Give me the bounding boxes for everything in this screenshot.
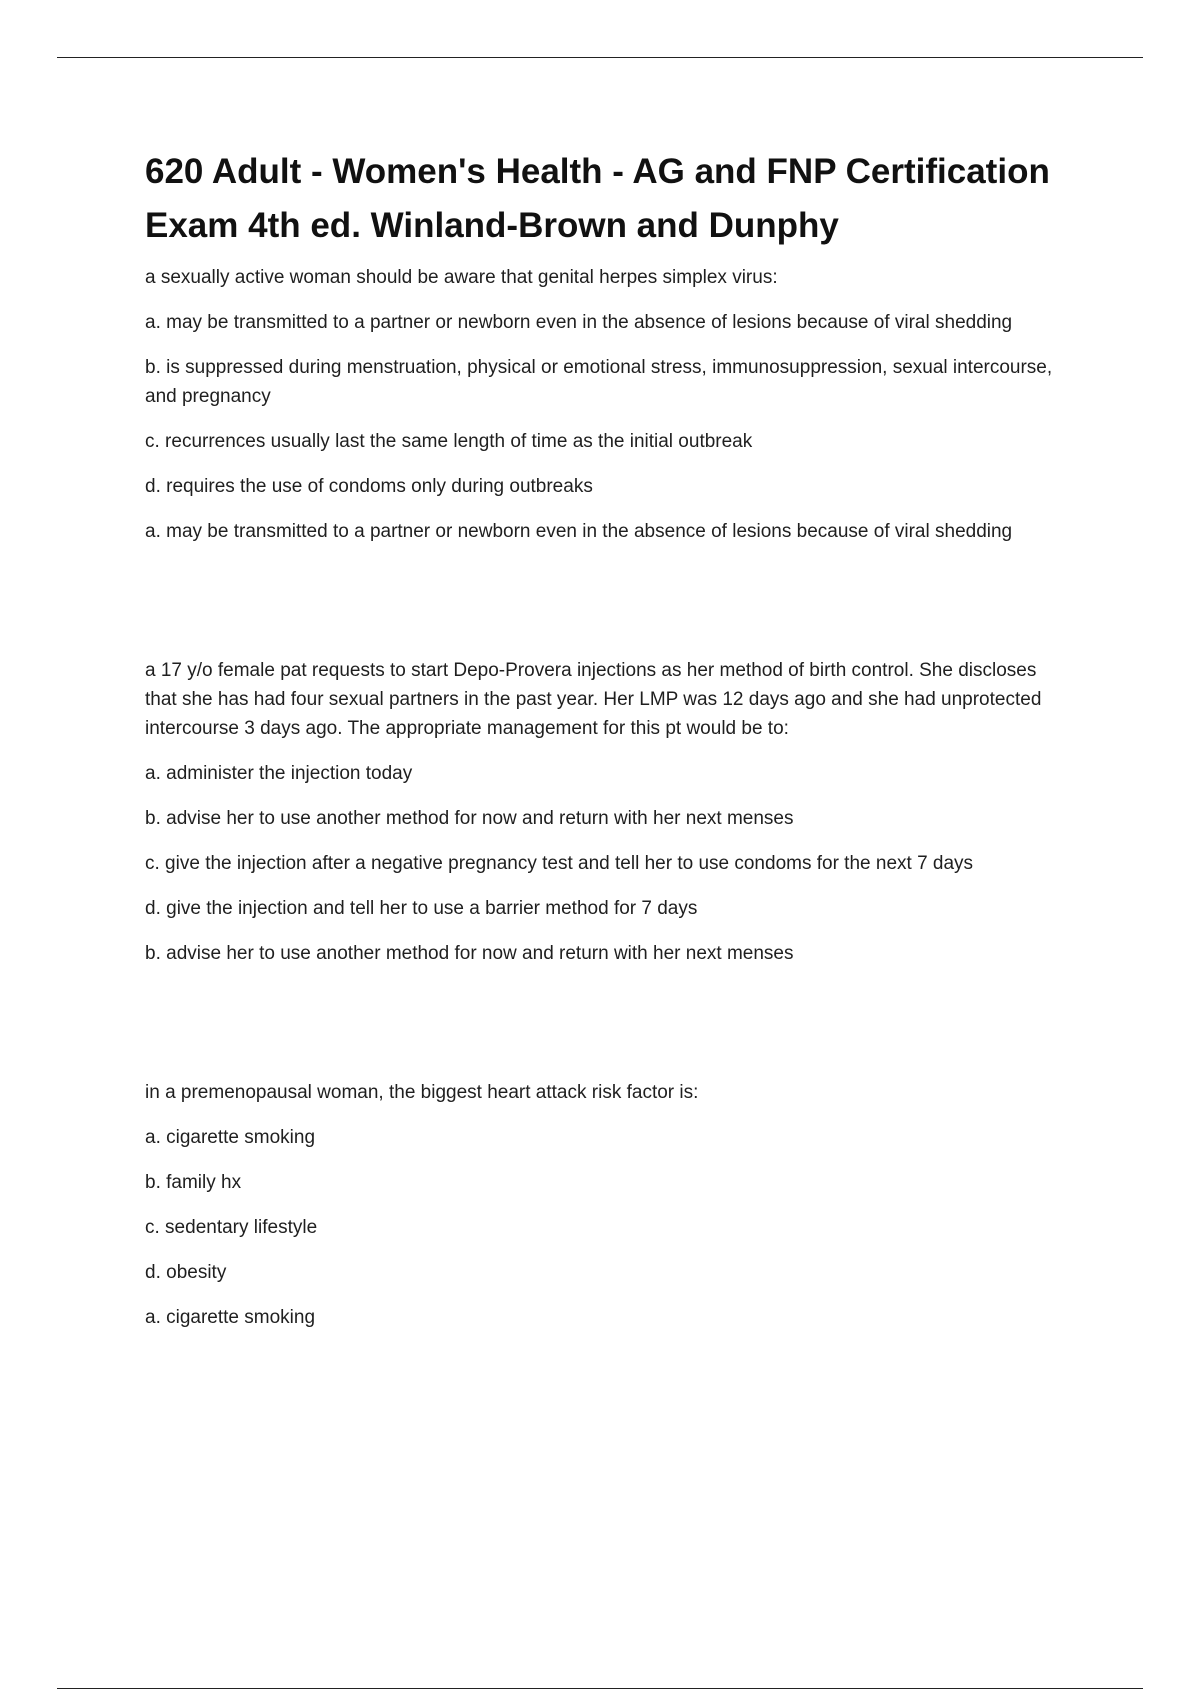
answer-text: a. may be transmitted to a partner or newborn even in the absence of lesions because of viral shedding bbox=[145, 521, 1013, 542]
option-a: a. administer the injection today bbox=[145, 763, 413, 784]
answer-text: a. cigarette smoking bbox=[145, 1307, 316, 1328]
document-title: 620 Adult - Women's Health - AG and FNP Certification Exam 4th ed. Winland-Brown and Dunphy bbox=[145, 152, 1050, 245]
option-c: c. recurrences usually last the same length of time as the initial outbreak bbox=[145, 431, 753, 452]
spacer bbox=[145, 562, 1065, 656]
option-d: d. requires the use of condoms only during outbreaks bbox=[145, 476, 593, 497]
option-a: a. may be transmitted to a partner or newborn even in the absence of lesions because of viral shedding bbox=[145, 312, 1013, 333]
option-d: d. give the injection and tell her to use a barrier method for 7 days bbox=[145, 898, 698, 919]
document-body bbox=[145, 145, 1065, 1348]
option-b: b. is suppressed during menstruation, physical or emotional stress, immunosuppression, sexual intercourse, and pregnancy bbox=[145, 357, 1053, 407]
question-block-3 bbox=[145, 1078, 1065, 1332]
option-c: c. sedentary lifestyle bbox=[145, 1217, 318, 1238]
question-block-2 bbox=[145, 656, 1065, 968]
answer-text: b. advise her to use another method for now and return with her next menses bbox=[145, 943, 794, 964]
option-b: b. advise her to use another method for now and return with her next menses bbox=[145, 808, 794, 829]
question-block-1 bbox=[145, 263, 1065, 546]
option-b: b. family hx bbox=[145, 1172, 242, 1193]
spacer bbox=[145, 984, 1065, 1078]
question-text: in a premenopausal woman, the biggest heart attack risk factor is: bbox=[145, 1082, 699, 1103]
question-text: a sexually active woman should be aware that genital herpes simplex virus: bbox=[145, 267, 778, 288]
option-c: c. give the injection after a negative pregnancy test and tell her to use condoms for the next 7 days bbox=[145, 853, 974, 874]
option-d: d. obesity bbox=[145, 1262, 227, 1283]
question-text: a 17 y/o female pat requests to start Depo-Provera injections as her method of birth control. She discloses that she has had four sexual partners in the past year. Her LMP was 12 days ago and she had unprotected intercourse 3 days ago. The appropriate management for this pt would be to: bbox=[145, 660, 1042, 739]
option-a: a. cigarette smoking bbox=[145, 1127, 316, 1148]
header-rule bbox=[57, 57, 1143, 58]
footer-rule bbox=[57, 1688, 1143, 1689]
